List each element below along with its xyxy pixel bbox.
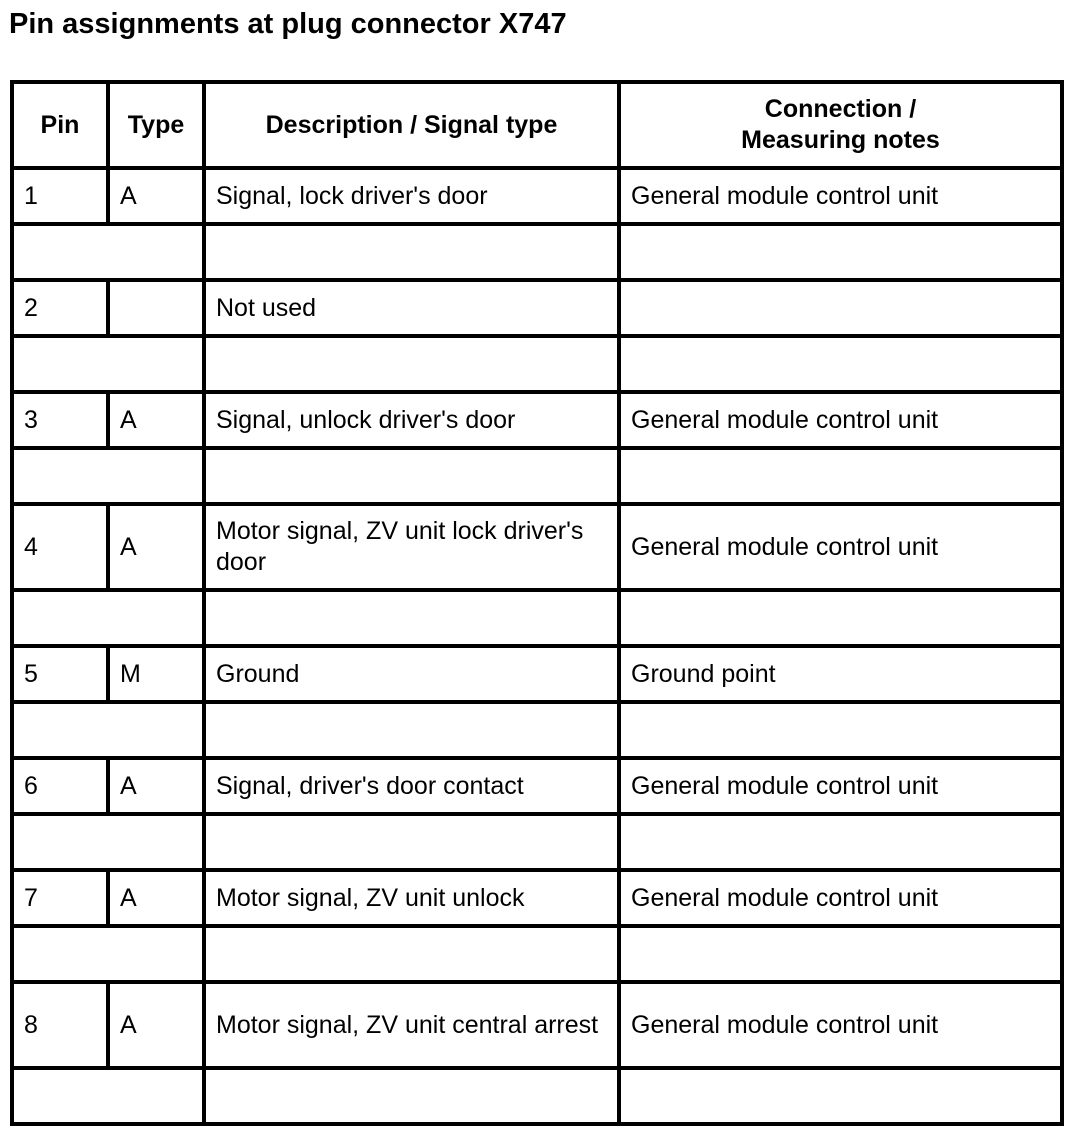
connection-cell: General module control unit xyxy=(619,168,1062,224)
description-cell: Signal, driver's door contact xyxy=(204,758,619,814)
connection-cell: General module control unit xyxy=(619,870,1062,926)
spacer-row xyxy=(12,1068,1062,1124)
spacer-cell xyxy=(12,814,204,870)
spacer-cell xyxy=(619,224,1062,280)
header-description: Description / Signal type xyxy=(204,82,619,168)
connection-cell: General module control unit xyxy=(619,504,1062,590)
page-title: Pin assignments at plug connector X747 xyxy=(9,8,567,40)
spacer-cell xyxy=(619,702,1062,758)
type-cell: A xyxy=(108,392,204,448)
spacer-row xyxy=(12,926,1062,982)
pin-cell: 5 xyxy=(12,646,108,702)
table-row xyxy=(12,504,1062,590)
type-cell: A xyxy=(108,504,204,590)
pin-assignment-table xyxy=(10,80,1064,1126)
spacer-cell xyxy=(619,814,1062,870)
spacer-cell xyxy=(204,224,619,280)
spacer-row xyxy=(12,224,1062,280)
pin-cell: 3 xyxy=(12,392,108,448)
header-type: Type xyxy=(108,82,204,168)
connection-cell: General module control unit xyxy=(619,758,1062,814)
description-cell: Ground xyxy=(204,646,619,702)
header-connection-line2: Measuring notes xyxy=(741,126,940,154)
table-row xyxy=(12,982,1062,1068)
header-connection xyxy=(619,82,1062,168)
pin-cell: 6 xyxy=(12,758,108,814)
pin-cell: 7 xyxy=(12,870,108,926)
spacer-cell xyxy=(12,926,204,982)
connection-cell xyxy=(619,280,1062,336)
connection-cell: Ground point xyxy=(619,646,1062,702)
connection-cell: General module control unit xyxy=(619,392,1062,448)
description-cell: Signal, lock driver's door xyxy=(204,168,619,224)
header-row xyxy=(12,82,1062,168)
spacer-cell xyxy=(12,224,204,280)
header-pin: Pin xyxy=(12,82,108,168)
description-cell: Signal, unlock driver's door xyxy=(204,392,619,448)
spacer-cell xyxy=(12,336,204,392)
table-row xyxy=(12,758,1062,814)
pin-cell: 2 xyxy=(12,280,108,336)
pin-cell: 8 xyxy=(12,982,108,1068)
type-cell: M xyxy=(108,646,204,702)
description-cell: Motor signal, ZV unit central arrest xyxy=(204,982,619,1068)
description-cell: Motor signal, ZV unit unlock xyxy=(204,870,619,926)
table-row xyxy=(12,280,1062,336)
spacer-cell xyxy=(204,926,619,982)
spacer-row xyxy=(12,336,1062,392)
spacer-cell xyxy=(619,590,1062,646)
spacer-cell xyxy=(204,1068,619,1124)
connection-cell: General module control unit xyxy=(619,982,1062,1068)
type-cell: A xyxy=(108,168,204,224)
spacer-row xyxy=(12,814,1062,870)
spacer-cell xyxy=(12,1068,204,1124)
table-row xyxy=(12,392,1062,448)
spacer-row xyxy=(12,448,1062,504)
header-connection-line1: Connection / xyxy=(764,95,917,123)
spacer-cell xyxy=(204,814,619,870)
type-cell: A xyxy=(108,870,204,926)
spacer-cell xyxy=(204,702,619,758)
spacer-cell xyxy=(12,590,204,646)
table-row xyxy=(12,168,1062,224)
type-cell: A xyxy=(108,982,204,1068)
spacer-cell xyxy=(204,336,619,392)
spacer-cell xyxy=(619,448,1062,504)
spacer-cell xyxy=(204,590,619,646)
spacer-cell xyxy=(204,448,619,504)
spacer-cell xyxy=(619,1068,1062,1124)
type-cell xyxy=(108,280,204,336)
spacer-cell xyxy=(12,702,204,758)
table-row xyxy=(12,646,1062,702)
spacer-cell xyxy=(12,448,204,504)
spacer-cell xyxy=(619,336,1062,392)
pin-cell: 1 xyxy=(12,168,108,224)
description-cell: Not used xyxy=(204,280,619,336)
spacer-row xyxy=(12,702,1062,758)
table-row xyxy=(12,870,1062,926)
spacer-cell xyxy=(619,926,1062,982)
pin-cell: 4 xyxy=(12,504,108,590)
type-cell: A xyxy=(108,758,204,814)
description-cell: Motor signal, ZV unit lock driver's door xyxy=(204,504,619,590)
spacer-row xyxy=(12,590,1062,646)
